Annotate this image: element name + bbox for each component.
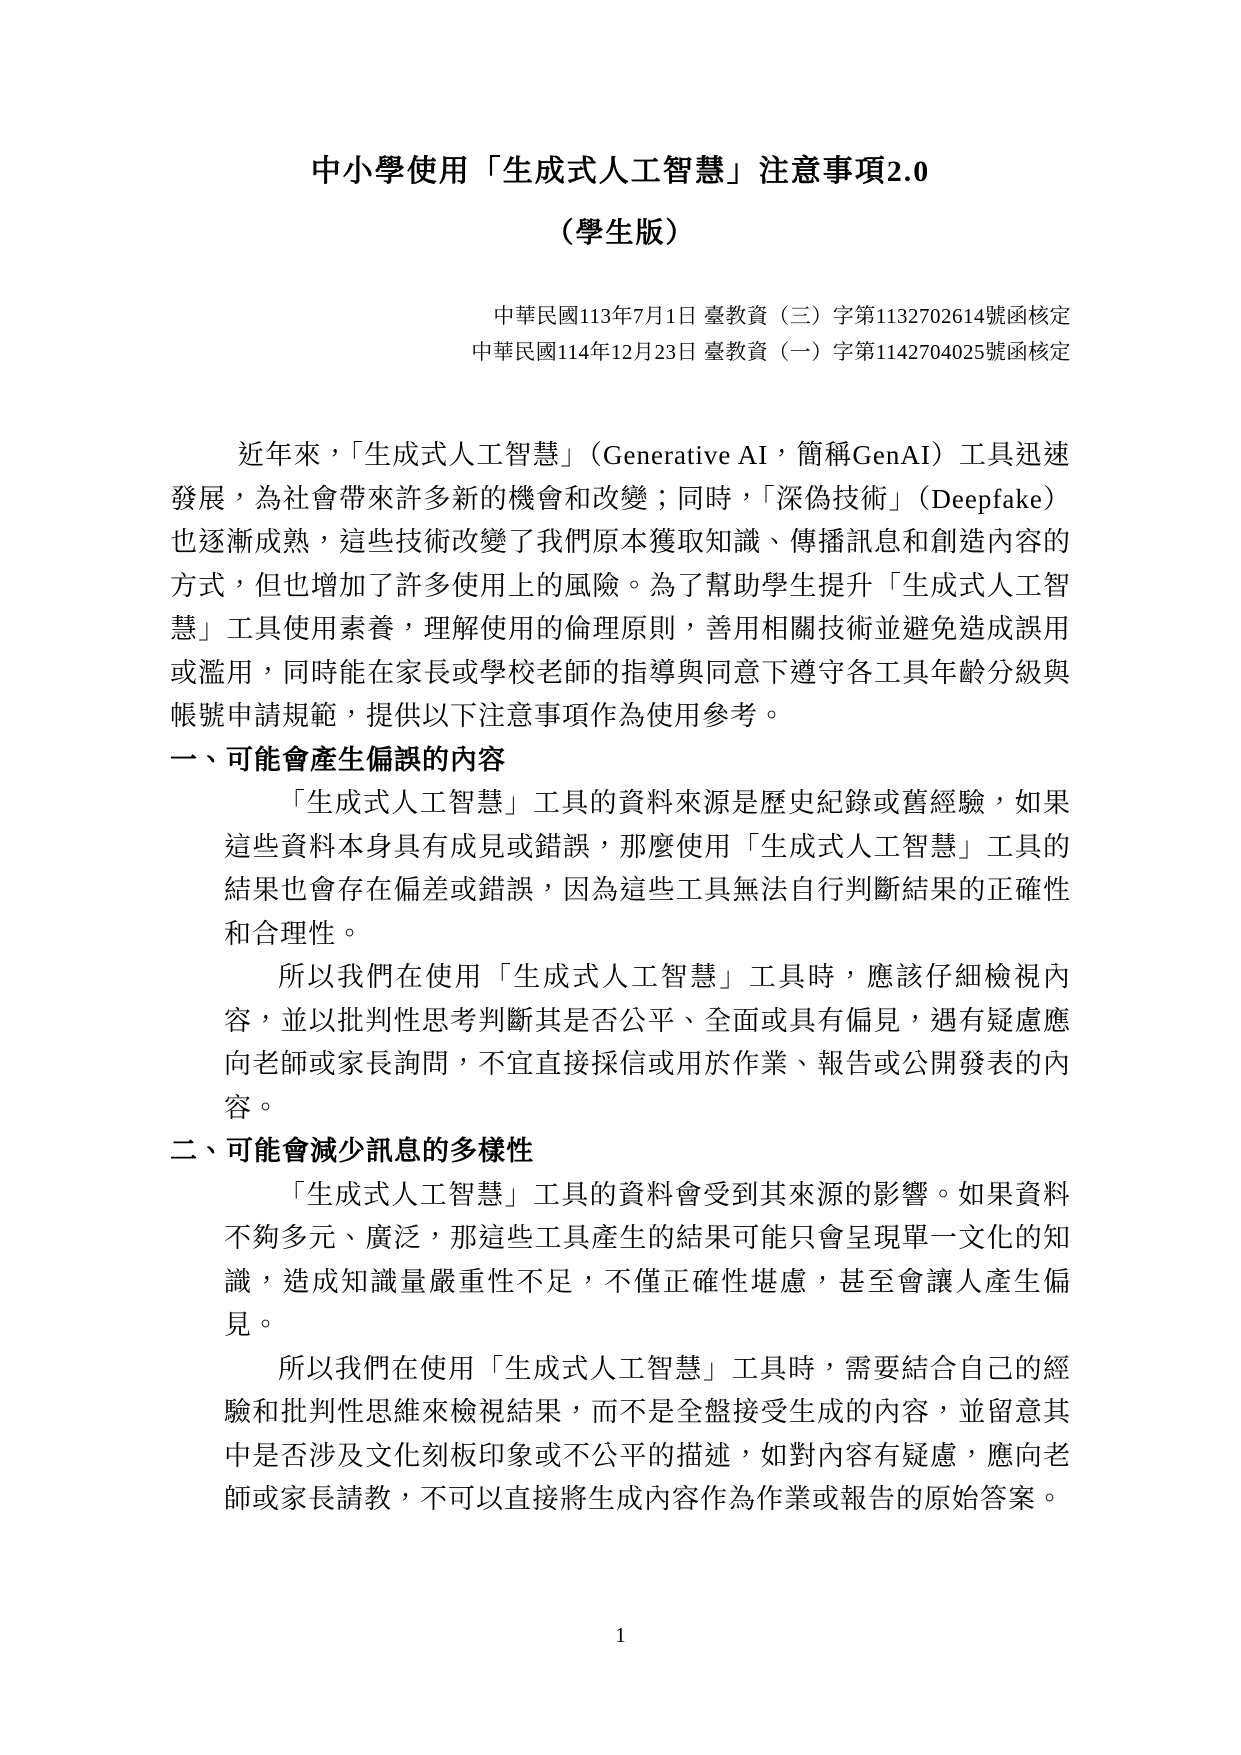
page-title: 中小學使用「生成式人工智慧」注意事項2.0 <box>310 155 931 188</box>
intro-paragraph: 近年來，「生成式人工智慧」（Generative AI，簡稱GenAI）工具迅速發展，為社會帶來許多新的機會和改變；同時，「深偽技術」（Deepfake）也逐漸成熟，這些技術改變了我們原本獲取知識、傳播訊息和創造內容的方式，但也增加了許多使用上的風險。為了幫助學生提升「生成式人工智慧」工具使用素養，理解使用的倫理原則，善用相關技術並避免造成誤用或濫用，同時能在家長或學校老師的指導與同意下遵守各工具年齡分級與帳號申請規範，提供以下注意事項作為使用參考。 <box>170 440 1071 731</box>
section-2-paragraph-1: 「生成式人工智慧」工具的資料會受到其來源的影響。如果資料不夠多元、廣泛，那這些工具產生的結果可能只會呈現單一文化的知識，造成知識量嚴重性不足，不僅正確性堪慮，甚至會讓人產生偏見。 <box>224 1179 1071 1340</box>
approval-line-2: 中華民國114年12月23日 臺教資（一）字第1142704025號函核定 <box>471 340 1071 364</box>
section-2 <box>170 1130 1071 1522</box>
page-number: 1 <box>615 1623 626 1647</box>
document-body <box>170 434 1071 1522</box>
section-1-paragraph-2: 所以我們在使用「生成式人工智慧」工具時，應該仔細檢視內容，並以批判性思考判斷其是否公平、全面或具有偏見，遇有疑慮應向老師或家長詢問，不宜直接採信或用於作業、報告或公開發表的內容。 <box>224 962 1071 1123</box>
section-2-heading: 二、可能會減少訊息的多樣性 <box>170 1136 534 1166</box>
section-2-paragraph-2: 所以我們在使用「生成式人工智慧」工具時，需要結合自己的經驗和批判性思維來檢視結果，而不是全盤接受生成的內容，並留意其中是否涉及文化刻板印象或不公平的描述，如對內容有疑慮，應向老師或家長請教，不可以直接將生成內容作為作業或報告的原始答案。 <box>224 1353 1071 1514</box>
section-1-paragraph-1: 「生成式人工智慧」工具的資料來源是歷史紀錄或舊經驗，如果這些資料本身具有成見或錯誤，那麼使用「生成式人工智慧」工具的結果也會存在偏差或錯誤，因為這些工具無法自行判斷結果的正確性和合理性。 <box>224 788 1071 949</box>
section-1 <box>170 739 1071 1131</box>
section-1-heading: 一、可能會產生偏誤的內容 <box>170 744 506 775</box>
page-subtitle: （學生版） <box>545 218 696 249</box>
approval-line-1: 中華民國113年7月1日 臺教資（三）字第1132702614號函核定 <box>493 304 1071 328</box>
approval-block <box>170 298 1071 370</box>
